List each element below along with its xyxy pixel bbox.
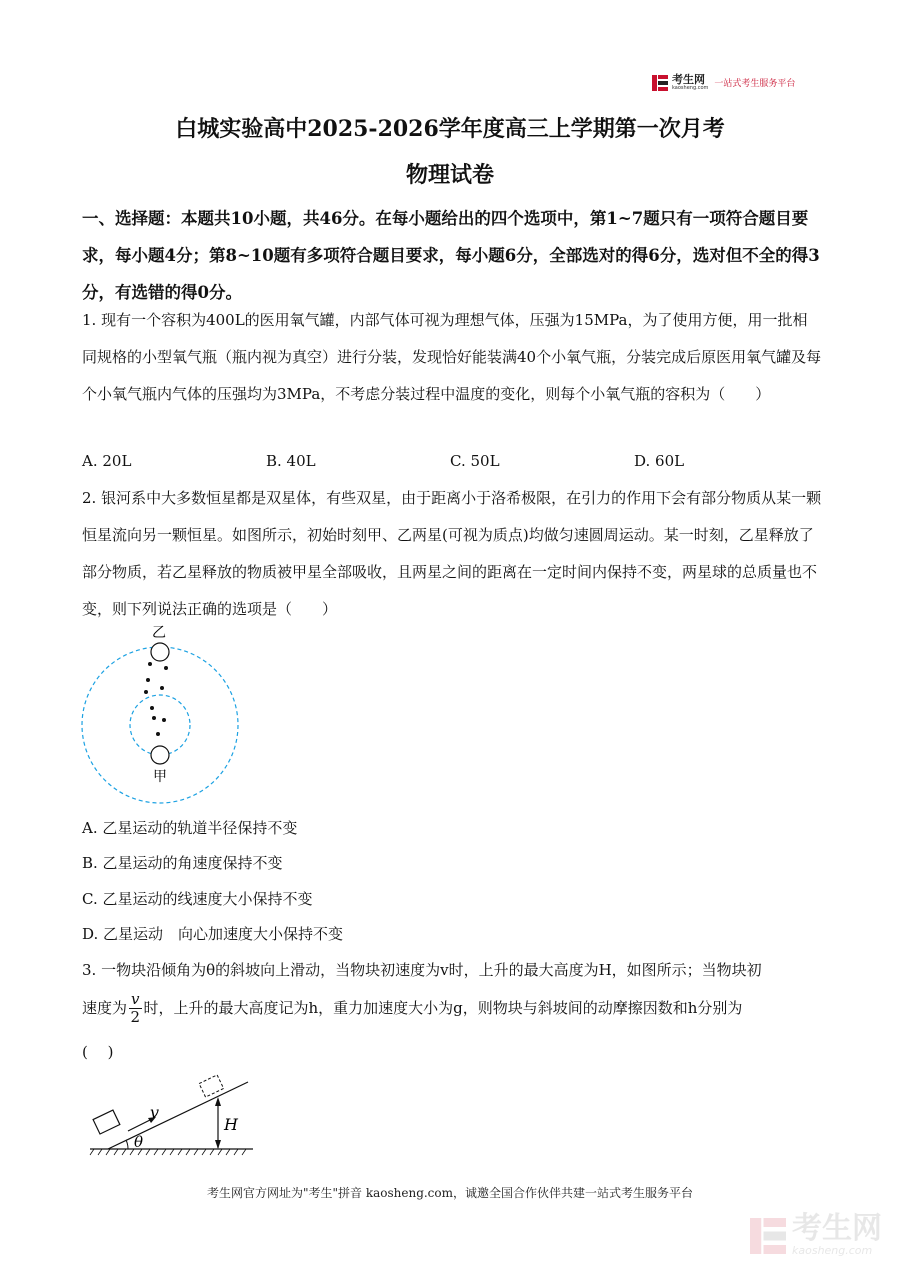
q1-option-c: C. 50L bbox=[450, 452, 500, 470]
q2-option-c: C. 乙星运动的线速度大小保持不变 bbox=[82, 890, 313, 908]
kaosheng-logo-icon bbox=[652, 75, 668, 91]
block-dashed bbox=[199, 1075, 224, 1097]
block bbox=[93, 1110, 120, 1134]
question-3-line1: 3. 一物块沿倾角为θ的斜坡向上滑动，当物块初速度为v时，上升的最大高度为H，如图所示；当物块初 bbox=[82, 961, 762, 979]
label-jia: 甲 bbox=[153, 769, 167, 785]
fraction-v-over-2 bbox=[129, 991, 141, 1026]
logo-text: 考生网 bbox=[672, 73, 705, 86]
frac-den: 2 bbox=[130, 1007, 141, 1026]
q1-option-b: B. 40L bbox=[266, 452, 316, 470]
slogan: 一站式考生服务平台 bbox=[714, 79, 796, 89]
watermark-logo-icon bbox=[750, 1218, 786, 1254]
label-h: H bbox=[224, 1115, 238, 1134]
q2-option-b: B. 乙星运动的角速度保持不变 bbox=[82, 854, 283, 872]
incline-figure bbox=[88, 1070, 268, 1160]
label-v: v bbox=[150, 1103, 160, 1122]
q2-option-d: D. 乙星运动 向心加速度大小保持不变 bbox=[82, 925, 344, 943]
section-heading: 一、选择题：本题共10小题，共46分。在每小题给出的四个选项中，第1~7题只有一项符合题目要求，每小题4分；第8~10题有多项符合题目要求，每小题6分，全部选对的得6分，选对但不全的得3分，有选错的得0分。 bbox=[82, 209, 820, 302]
question-2-text: 2. 银河系中大多数恒星都是双星体，有些双星，由于距离小于洛希极限，在引力的作用下会有部分物质从某一颗恒星流向另一颗恒星。如图所示，初始时刻甲、乙两星(可视为质点)均做匀速圆周运动。某一时刻，乙星释放了部分物质，若乙星释放的物质被甲星全部吸收，且两星之间的距离在一定时间内保持不变，两星球的总质量也不变，则下列说法正确的选项是（ ） bbox=[82, 489, 822, 618]
question-1-options bbox=[82, 452, 822, 470]
frac-num: v bbox=[131, 989, 140, 1008]
label-theta: θ bbox=[134, 1133, 144, 1151]
height-arrow-up bbox=[215, 1097, 221, 1106]
mass-transfer-dots bbox=[144, 662, 168, 736]
label-yi: 乙 bbox=[152, 625, 166, 641]
q1-option-d: D. 60L bbox=[634, 452, 685, 470]
q2-option-a: A. 乙星运动的轨道半径保持不变 bbox=[82, 819, 298, 837]
q3-line2-post: 时，上升的最大高度记为h，重力加速度大小为g，则物块与斜坡间的动摩擦因数和h分别为 bbox=[143, 999, 743, 1017]
angle-arc bbox=[126, 1140, 128, 1149]
watermark bbox=[750, 1211, 882, 1257]
exam-title: 白城实验高中2025-2026学年度高三上学期第一次月考 bbox=[175, 116, 725, 142]
logo-sub: kaosheng.com bbox=[672, 85, 709, 91]
height-arrow-down bbox=[215, 1140, 221, 1149]
exam-subtitle: 物理试卷 bbox=[405, 162, 494, 188]
watermark-sub: kaosheng.com bbox=[792, 1244, 873, 1257]
question-3-line2 bbox=[82, 988, 822, 1028]
q3-line2-pre: 速度为 bbox=[82, 999, 128, 1017]
binary-star-figure bbox=[78, 620, 248, 810]
brand-header bbox=[652, 74, 795, 91]
question-3-line3: ( ) bbox=[82, 1043, 114, 1061]
q1-option-a: A. 20L bbox=[82, 452, 132, 470]
question-1-text: 1. 现有一个容积为400L的医用氧气罐，内部气体可视为理想气体，压强为15MPa，为了使用方便，用一批相同规格的小型氧气瓶（瓶内视为真空）进行分装，发现恰好能装满40个小氧气瓶，分装完成后原医用氧气罐及每个小氧气瓶内气体的压强均为3MPa，不考虑分装过程中温度的变化，则每个小氧气瓶的容积为（ ） bbox=[82, 311, 822, 403]
ground-hatch bbox=[90, 1149, 246, 1155]
page-footer: 考生网官方网址为"考生"拼音 kaosheng.com，诚邀全国合作伙伴共建一站式考生服务平台 bbox=[206, 1186, 694, 1200]
star-jia bbox=[151, 746, 169, 764]
watermark-text: 考生网 bbox=[792, 1211, 882, 1246]
star-yi bbox=[151, 643, 169, 661]
